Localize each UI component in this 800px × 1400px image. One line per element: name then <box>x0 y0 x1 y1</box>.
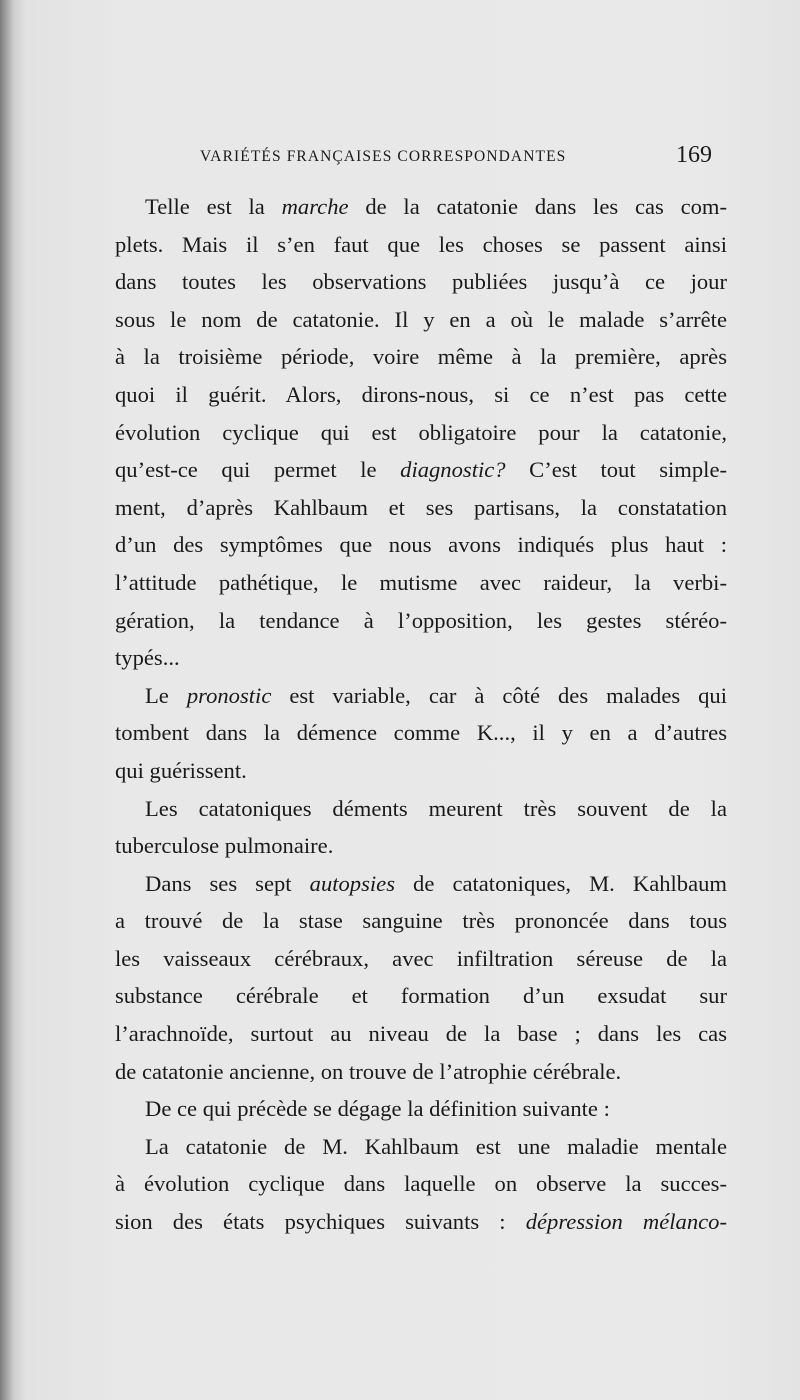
text-line: tuberculose pulmonaire. <box>115 833 334 859</box>
text-line: à la troisième période, voire même à la première, après <box>115 344 727 370</box>
text-line: l’attitude pathétique, le mutisme avec raideur, la verbi- <box>115 569 727 595</box>
italic-term: autopsies <box>309 870 395 896</box>
text-line: gération, la tendance à l’opposition, les gestes stéréo- <box>115 607 727 633</box>
text-line: Les catatoniques déments meurent très souvent de la <box>145 795 727 821</box>
text-line: d’un des symptômes que nous avons indiqués plus haut : <box>115 532 727 558</box>
text-line: sous le nom de catatonie. Il y en a où le malade s’arrête <box>115 306 727 332</box>
text-line <box>115 451 727 489</box>
line-text: sion des états psychiques suivants : <box>115 1209 526 1235</box>
text-line: dans toutes les observations publiées jusqu’à ce jour <box>115 269 727 295</box>
text-line: typés... <box>115 645 180 671</box>
line-text: Telle est la <box>145 194 282 219</box>
text-line: l’arachnoïde, surtout au niveau de la base ; dans les cas <box>115 1021 727 1047</box>
text-line: a trouvé de la stase sanguine très prononcée dans tous <box>115 908 727 934</box>
text-line: substance cérébrale et formation d’un exsudat sur <box>115 983 727 1009</box>
running-title: VARIÉTÉS FRANÇAISES CORRESPONDANTES <box>200 148 567 165</box>
line-text: de catatoniques, M. Kahlbaum <box>395 870 727 896</box>
italic-term: marche <box>281 194 349 219</box>
text-line <box>115 1203 727 1241</box>
body-text <box>115 188 727 1241</box>
text-line: évolution cyclique qui est obligatoire pour la catatonie, <box>115 419 727 445</box>
line-text: est variable, car à côté des malades qui <box>271 682 727 708</box>
text-line: qui guérissent. <box>115 757 247 783</box>
line-text: Dans ses sept <box>145 870 310 896</box>
line-text: qu’est-ce qui permet le <box>115 457 401 483</box>
text-line <box>115 677 727 715</box>
line-text: de la catatonie dans les cas com- <box>348 194 727 219</box>
text-line: De ce qui précède se dégage la définition suivante : <box>145 1096 610 1122</box>
binding-shadow <box>0 0 14 1400</box>
text-line: tombent dans la démence comme K..., il y en a d’autres <box>115 720 727 746</box>
italic-term: diagnostic? <box>400 457 506 483</box>
italic-term: pronostic <box>186 682 272 708</box>
text-line: La catatonie de M. Kahlbaum est une maladie mentale <box>145 1133 727 1159</box>
text-line: de catatonie ancienne, on trouve de l’atrophie cérébrale. <box>115 1058 622 1084</box>
page-number: 169 <box>676 142 712 168</box>
line-text: Le <box>145 682 187 708</box>
text-line: ment, d’après Kahlbaum et ses partisans, la constatation <box>115 494 727 520</box>
text-line: quoi il guérit. Alors, dirons-nous, si ce n’est pas cette <box>115 381 727 407</box>
italic-term: dépression mélanco- <box>525 1209 727 1235</box>
text-line <box>115 188 727 226</box>
running-head <box>200 142 720 172</box>
text-line: les vaisseaux cérébraux, avec infiltration séreuse de la <box>115 945 727 971</box>
line-text: C’est tout simple- <box>505 457 727 483</box>
text-line: à évolution cyclique dans laquelle on observe la succes- <box>115 1171 727 1197</box>
text-line: plets. Mais il s’en faut que les choses se passent ainsi <box>115 231 727 257</box>
text-line <box>115 865 727 903</box>
